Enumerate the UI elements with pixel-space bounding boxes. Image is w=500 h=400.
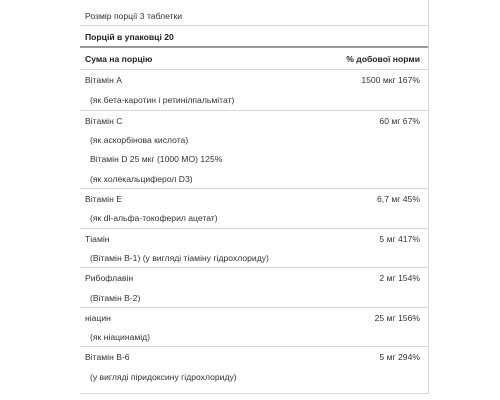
nutrient-row-thiamin [80,230,428,247]
nutrient-sub-text: (у вигляді піридоксину гідрохлориду) [90,371,237,382]
nutrient-sub-text: (як dl-альфа-токоферил ацетат) [90,212,218,223]
nutrient-value: 1500 мкг 167% [361,74,420,85]
servings-per-container-row [80,28,428,45]
header-daily-value: % добової норми [346,54,420,64]
nutrient-name: Вітамін Е [85,193,122,204]
nutrient-sub-row [80,170,428,187]
nutrient-value: 5 мг 417% [379,233,420,244]
nutrient-sub-row [80,209,428,226]
nutrient-value: 2 мг 154% [379,272,420,283]
nutrient-value: 5 мг 294% [379,351,420,362]
nutrient-name: Тіамін [85,233,110,244]
nutrient-name: Вітамін B-6 [85,351,130,362]
nutrient-row-vitamin-c [80,112,428,129]
nutrient-row-vitamin-b6 [80,348,428,365]
nutrient-row-niacin [80,309,428,326]
table-header [80,50,428,68]
serving-size-row [80,8,428,24]
nutrient-sub-text: Вітамін D 25 мкг (1000 МО) 125% [90,153,223,164]
nutrient-sub-text: (як бета-каротин і ретинілпальмітат) [90,94,235,105]
nutrient-name: ніацин [85,312,111,323]
divider-thick [80,46,428,48]
nutrient-row-vitamin-a [80,71,428,88]
divider [80,346,428,347]
nutrient-row-riboflavin [80,269,428,286]
nutrient-sub-row [80,91,428,108]
nutrient-sub-row [80,289,428,306]
nutrient-sub-row [80,150,428,167]
divider [80,307,428,308]
supplement-facts-table [80,0,429,394]
nutrient-sub-row [80,368,428,385]
servings-per-container: Порцій в упаковці 20 [85,31,174,42]
divider [80,228,428,229]
divider [80,25,428,26]
divider [80,69,428,70]
nutrient-value: 25 мг 156% [374,312,420,323]
nutrient-value: 60 мг 67% [379,115,420,126]
nutrient-name: Рибофлавін [85,272,134,283]
nutrient-name: Вітамін A [85,74,122,85]
nutrient-value: 6,7 мг 45% [377,193,420,204]
nutrient-row-vitamin-e [80,190,428,207]
header-amount: Сума на порцію [85,54,153,64]
divider [80,188,428,189]
nutrient-sub-row [80,328,428,345]
nutrient-sub-row [80,131,428,148]
nutrient-sub-text: (як холекальциферол D3) [90,173,193,184]
divider [80,267,428,268]
nutrient-sub-text: (Вітамін B-1) (у вигляді тіаміну гідрохлориду) [90,252,269,263]
nutrient-name: Вітамін C [85,115,123,126]
divider [80,110,428,111]
nutrient-sub-text: (як ніацинамід) [90,331,151,342]
nutrient-sub-text: (як аскорбінова кислота) [90,134,189,145]
serving-size: Розмір порції 3 таблетки [85,11,183,21]
nutrient-sub-row [80,249,428,266]
nutrient-sub-text: (Вітамін B-2) [90,292,141,303]
